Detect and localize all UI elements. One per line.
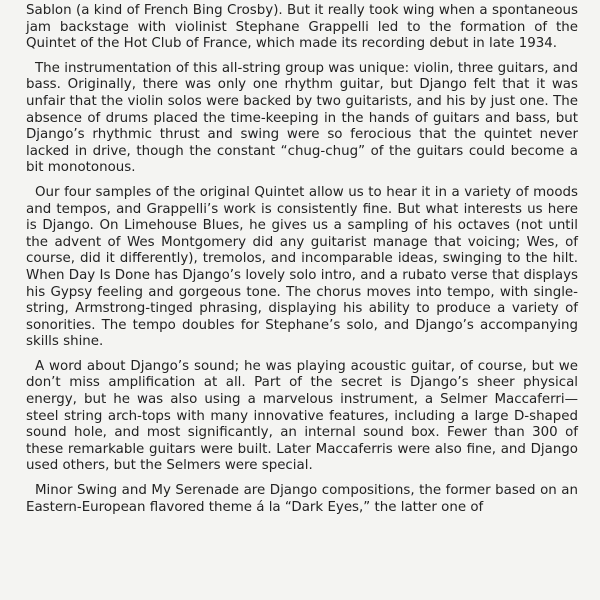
paragraph-djangos-sound: A word about Django’s sound; he was playing acoustic guitar, of course, but we don’t miss amplification at all. Part of the secret is Django’s sheer physical energy, but he was also using a marvelous instrument, a Selmer Maccaferri—steel string arch-tops with many innovative features, including a large D-shaped sound hole, and most significantly, an internal sound box. Fewer than 300 of these remarkable guitars were built. Later Maccaferris were also fine, and Django used others, but the Selmers were special. xyxy=(26,358,578,474)
paragraph-four-samples: Our four samples of the original Quintet allow us to hear it in a variety of moods and tempos, and Grappelli’s work is consistently fine. But what interests us here is Django. On Limehouse Blues, he gives us a sampling of his octaves (not until the advent of Wes Montgomery did any guitarist manage that voicing; Wes, of course, did it differently), tremolos, and incomparable ideas, swinging to the hilt. When Day Is Done has Django’s lovely solo intro, and a rubato verse that displays his Gypsy feeling and gorgeous tone. The chorus moves into tempo, with single-string, Armstrong-tinged phrasing, displaying his ability to produce a variety of sonorities. The tempo doubles for Stephane’s solo, and Django’s accompanying skills shine. xyxy=(26,184,578,350)
paragraph-grappelli-quintet: Sablon (a kind of French Bing Crosby). But it really took wing when a spontaneous jam backstage with violinist Stephane Grappelli led to the formation of the Quintet of the Hot Club of France, which made its recording debut in late 1934. xyxy=(26,3,578,52)
paragraph-instrumentation: The instrumentation of this all-string group was unique: violin, three guitars, and bass. Originally, there was only one rhythm guitar, but Django felt that it was unfair that the violin solos were backed by two guitarists, and his by just one. The absence of drums placed the time-keeping in the hands of guitars and bass, but Django’s rhythmic thrust and swing were so ferocious that the quintet never lacked in drive, though the constant “chug-chug” of the guitars could become a bit monotonous. xyxy=(26,60,578,176)
paragraph-compositions: Minor Swing and My Serenade are Django compositions, the former based on an Eastern-European flavored theme á la “Dark Eyes,” the latter one of xyxy=(26,483,578,515)
